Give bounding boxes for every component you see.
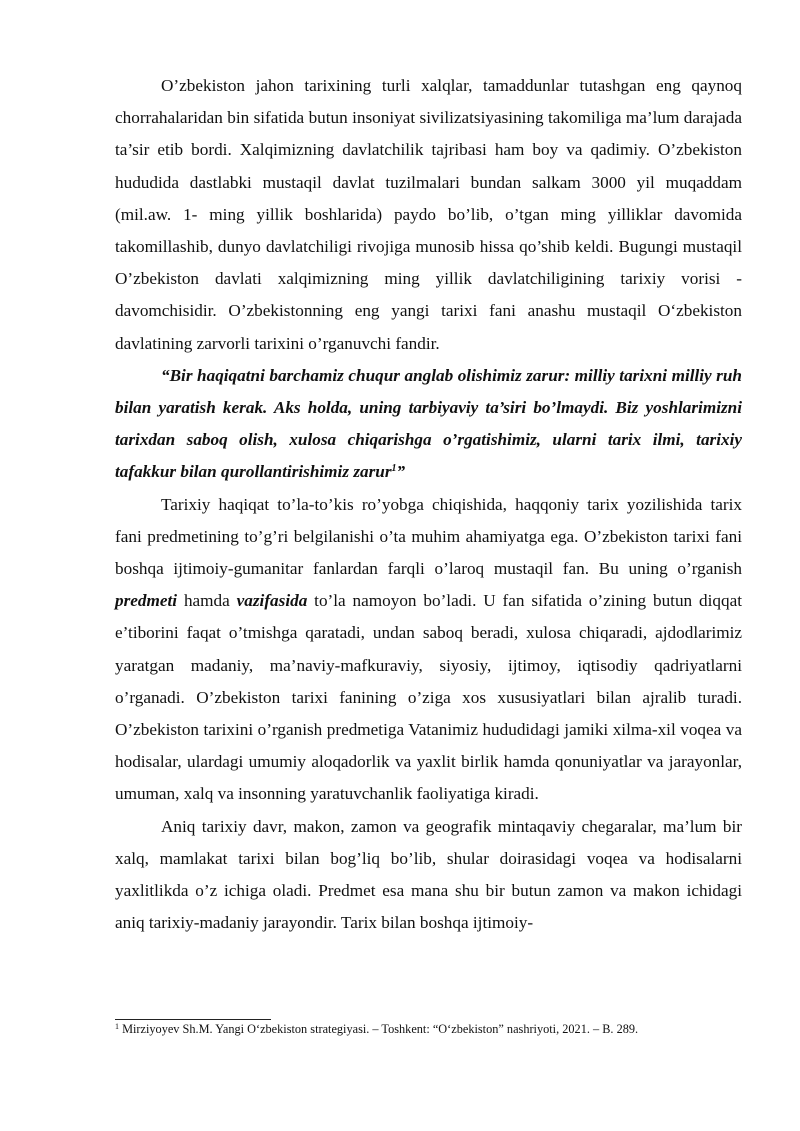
emphasis-predmeti: predmeti bbox=[115, 591, 178, 611]
quote-text: “Bir haqiqatni barchamiz chuqur anglab olishimiz zarur: milliy tarixni milliy ruh bilan yaratish kerak. Aks holda, uning tarbiyaviy ta’siri bo’lmaydi. Biz yoshlarimizni tarixdan saboq olish, xulosa chiqarishga o’rgatishimiz, ularni tarix ilmi, tarixiy tafakkur bilan qurollantirishimiz zarur bbox=[115, 365, 742, 482]
footnote bbox=[115, 1021, 755, 1037]
paragraph-subject bbox=[115, 489, 742, 811]
quote-closing-mark: ” bbox=[396, 462, 406, 482]
paragraph-subject-part2: hamda bbox=[177, 591, 237, 611]
presidential-quote bbox=[115, 360, 742, 489]
emphasis-vazifasida: vazifasida bbox=[236, 591, 308, 611]
footnote-separator bbox=[115, 1019, 271, 1020]
paragraph-subject-part1: Tarixiy haqiqat to’la-to’kis ro’yobga chiqishida, haqqoniy tarix yozilishida tarix fani predmetining to’g’ri belgilanishi o’ta muhim ahamiyatga ega. O’zbekiston tarixi fani boshqa ijtimoiy-gumanitar fanlardan farqli o’laroq mustaqil fan. Bu uning o’rganish bbox=[115, 494, 742, 579]
paragraph-subject-part3: to’la namoyon bo’ladi. U fan sifatida o’zining butun diqqat e’tiborini faqat o’tmishga qaratadi, undan saboq beradi, xulosa chiqaradi, ajdodlarimiz yaratgan madaniy, ma’naviy-mafkuraviy, siyosiy, ijtimoy, iqtisodiy qadriyatlarni o’rganadi. O’zbekiston tarixi fanining o’ziga xos xususiyatlari bilan ajralib turadi. O’zbekiston tarixini o’rganish predmetiga Vatanimiz hududidagi jamiki xilma-xil voqea va hodisalar, ulardagi umumiy aloqadorlik va yaxlit birlik hamda qonuniyatlar va jarayonlar, umuman, xalq va insonning yaratuvchanlik faoliyatiga kiradi. bbox=[115, 591, 742, 804]
footnote-reference[interactable]: 1 bbox=[391, 463, 397, 475]
document-body bbox=[115, 70, 742, 939]
footnote-text: Mirziyoyev Sh.M. Yangi O‘zbekiston strategiyasi. – Toshkent: “O‘zbekiston” nashriyoti, 2021. – B. 289. bbox=[119, 1022, 639, 1036]
paragraph-intro: O’zbekiston jahon tarixining turli xalqlar, tamaddunlar tutashgan eng qaynoq chorrahalaridan bin sifatida butun insoniyat sivilizatsiyasining takomiliga ma’lum darajada ta’sir etib bordi. Xalqimizning davlatchilik tajribasi ham boy va qadimiy. O’zbekiston hududida dastlabki mustaqil davlat tuzilmalari bundan salkam 3000 yil muqaddam (mil.aw. 1- ming yillik boshlarida) paydo bo’lib, o’tgan ming yilliklar davomida takomillashib, dunyo davlatchiligi rivojiga munosib hissa qo’shib keldi. Bugungi mustaqil O’zbekiston davlati xalqimizning ming yillik davlatchiligining tarixiy vorisi - davomchisidir. O’zbekistonning eng yangi tarixi fani anashu mustaqil O‘zbekiston davlatining zarvorli tarixini o’rganuvchi fandir. bbox=[115, 76, 742, 353]
paragraph-period: Aniq tarixiy davr, makon, zamon va geografik mintaqaviy chegaralar, ma’lum bir xalq, mamlakat tarixi bilan bog’liq bo’lib, shular doirasidagi voqea va hodisalarni yaxlitlikda o’z ichiga oladi. Predmet esa mana shu bir butun zamon va makon ichidagi aniq tarixiy-madaniy jarayondir. Tarix bilan boshqa ijtimoiy- bbox=[115, 816, 742, 933]
footnote-number: 1 bbox=[115, 1022, 119, 1031]
